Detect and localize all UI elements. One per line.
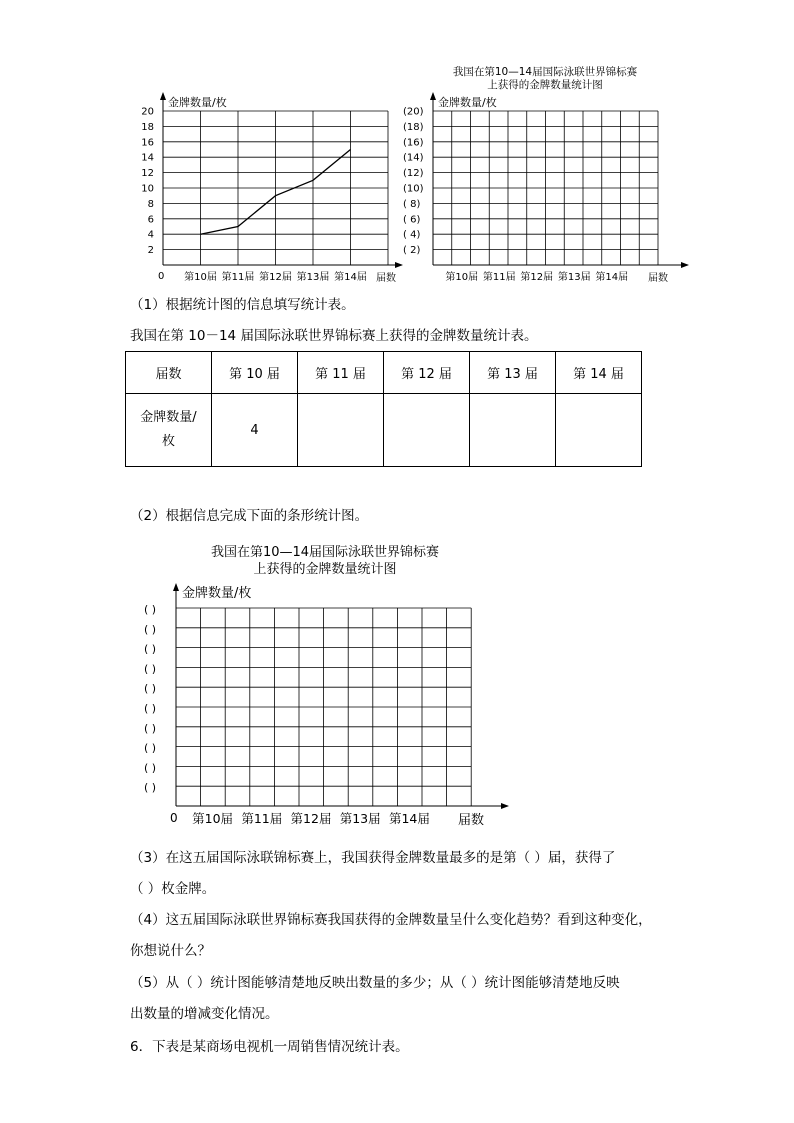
q2-text: （2）根据信息完成下面的条形统计图。 [130,508,369,524]
x-tick-label: 第13届 [339,811,381,826]
origin-label: 0 [170,811,178,825]
x-tick-label: 第10届 [445,272,479,283]
y-tick-label: (20) [403,106,424,118]
y-tick-label: 14 [141,152,154,164]
y-tick-label: ( ) [144,781,157,795]
x-tick-label: 第13届 [296,272,330,283]
y-tick-label: 6 [147,214,154,226]
y-axis-label: 金牌数量/枚 [182,586,252,601]
bar-chart-blank [140,580,520,832]
y-tick-label: 20 [141,106,154,118]
y-tick-label: ( 6) [403,214,421,226]
y-tick-label: (10) [403,183,424,195]
y-tick-label: ( ) [144,741,157,755]
y-tick-label: ( ) [144,603,157,616]
table-header-label: 届数 [126,352,212,394]
table-cell-10[interactable]: 4 [212,394,298,467]
table-row-label-line1: 金牌数量/ [140,410,197,425]
y-tick-label: ( ) [144,702,157,715]
y-tick-label: 2 [147,245,154,257]
q5-line1: （5）从（ ）统计图能够清楚地反映出数量的多少；从（ ）统计图能够清楚地反映 [130,975,620,991]
table-header-14: 第 14 届 [556,352,642,394]
q5-line2: 出数量的增减变化情况。 [130,1006,279,1022]
x-tick-label: 第14届 [595,272,629,283]
y-tick-label: 8 [147,198,154,210]
table-caption: 我国在第 10－14 届国际泳联世界锦标赛上获得的金牌数量统计表。 [130,328,538,344]
y-tick-label: (12) [403,168,424,180]
y-tick-label: 4 [147,229,154,241]
y-tick-label: ( ) [144,642,157,656]
x-tick-label: 第12届 [520,272,554,283]
y-tick-label: 12 [141,168,154,180]
line-chart-blank [400,88,694,288]
y-tick-label: (18) [403,121,424,133]
table-header-12: 第 12 届 [384,352,470,394]
table-header-10: 第 10 届 [212,352,298,394]
y-tick-label: ( ) [144,682,157,696]
y-tick-label: ( 4) [403,229,421,241]
origin-label: 0 [158,271,165,282]
x-tick-label: 第12届 [290,811,332,826]
x-axis-label: 届数 [648,273,668,284]
y-tick-label: (16) [403,137,424,149]
chart3-title [180,544,470,578]
table-header-row [126,352,642,394]
y-tick-label: ( 2) [403,245,421,257]
q4-line2: 你想说什么？ [130,943,211,959]
x-tick-label: 第11届 [241,811,283,826]
y-tick-label: ( ) [144,721,157,735]
table-value-row [126,394,642,467]
y-axis-label: 金牌数量/枚 [438,96,497,109]
q1-text: （1）根据统计图的信息填写统计表。 [130,297,355,313]
y-axis-label: 金牌数量/枚 [168,96,227,109]
y-tick-label: ( ) [144,761,157,775]
table-cell-12[interactable] [384,394,470,467]
y-tick-label: ( 8) [403,198,421,210]
table-cell-11[interactable] [298,394,384,467]
y-tick-label: ( ) [144,662,157,676]
chart2-title-line1: 我国在第10—14届国际泳联世界锦标赛 [452,66,638,78]
table-row-label-line2: 枚 [161,434,175,449]
q3-line1: （3）在这五届国际泳联锦标赛上，我国获得金牌数量最多的是第（ ）届，获得了 [130,850,616,866]
table-header-11: 第 11 届 [298,352,384,394]
gold-medal-table [125,351,642,467]
x-tick-label: 第11届 [221,272,255,283]
x-tick-label: 第11届 [482,272,516,283]
y-tick-label: 16 [141,137,154,149]
table-cell-13[interactable] [470,394,556,467]
x-axis-label: 届数 [458,813,485,828]
y-tick-label: 10 [141,183,154,195]
table-cell-14[interactable] [556,394,642,467]
q6-text: 6．下表是某商场电视机一周销售情况统计表。 [130,1039,409,1055]
table-header-13: 第 13 届 [470,352,556,394]
x-axis-label: 届数 [376,273,396,284]
chart3-title-line1: 我国在第10—14届国际泳联世界锦标赛 [210,545,440,560]
y-tick-label: (14) [403,152,424,164]
y-tick-label: 18 [141,121,154,133]
line-chart-filled [140,88,410,288]
x-tick-label: 第10届 [184,272,217,283]
x-tick-label: 第12届 [259,272,292,283]
q3-line2: （ ）枚金牌。 [130,881,216,897]
x-tick-label: 第14届 [388,811,430,826]
chart2-title-line2: 上获得的金牌数量统计图 [487,79,603,91]
y-tick-label: ( ) [144,622,157,636]
chart3-title-line2: 上获得的金牌数量统计图 [253,562,397,577]
x-tick-label: 第10届 [192,811,234,826]
x-tick-label: 第14届 [334,272,367,283]
table-row-label [126,394,212,467]
x-tick-label: 第13届 [557,272,591,283]
q4-line1: （4）这五届国际泳联世界锦标赛我国获得的金牌数量呈什么变化趋势？看到这种变化， [130,912,652,928]
